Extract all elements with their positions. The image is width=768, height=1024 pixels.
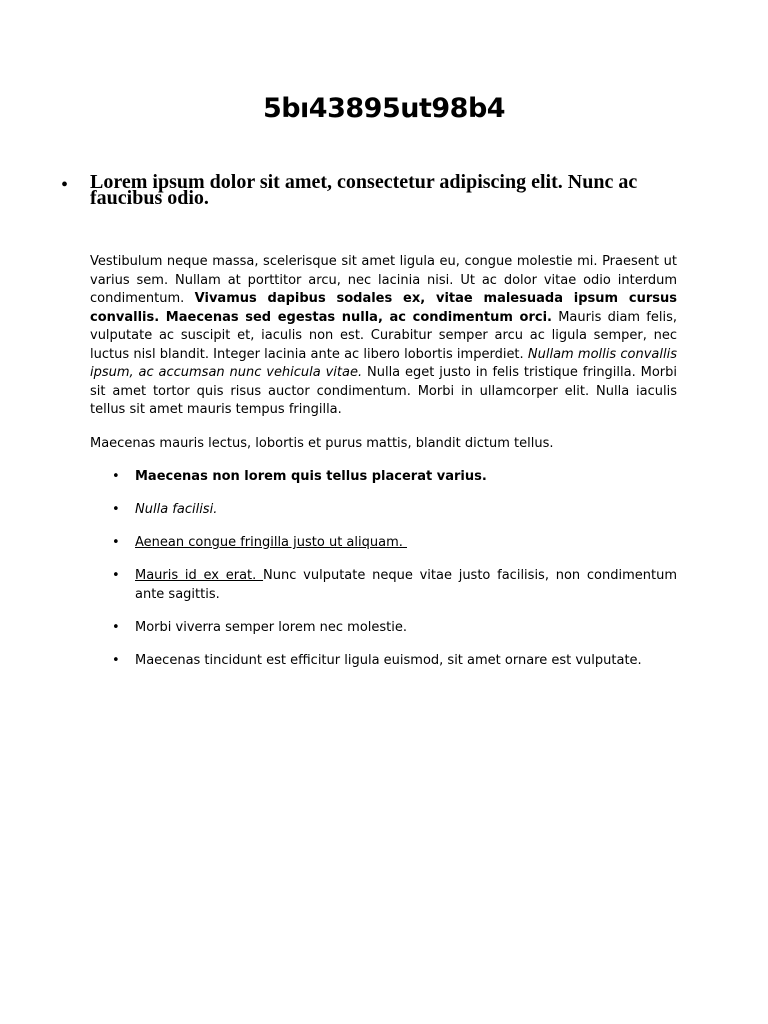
body-paragraph-1 <box>90 253 677 420</box>
list-item-4-underlined-text: Mauris id ex erat. <box>135 568 264 583</box>
list-item-4-text: Nunc vulputate neque vitae justo facilisis, non condimentum ante sagittis. <box>135 568 678 602</box>
list-item <box>90 534 677 553</box>
list-item <box>90 619 677 638</box>
list-item <box>90 652 677 671</box>
list-item <box>90 501 677 520</box>
list-item-1-text: Maecenas non lorem quis tellus placerat varius. <box>135 469 487 484</box>
list-bullet: • <box>112 502 120 517</box>
list-item-6-text: Maecenas tincidunt est efficitur ligula euismod, sit amet ornare est vulputate. <box>135 652 642 668</box>
paragraph-1-italic-text: Nullam mollis convallis ipsum, ac accumsan nunc vehicula vitae. <box>90 346 677 380</box>
paragraph-1-bold-text: Vivamus dapibus sodales ex, vitae malesuada ipsum cursus convallis. Maecenas sed egestas nulla, ac condimentum orci. <box>90 291 677 325</box>
list-bullet: • <box>112 535 120 550</box>
paragraph-1-text-b: Mauris diam felis, vulputate ac suscipit et, iaculis non est. Curabitur semper arcu ac ligula semper, nec luctus nisl blandit. Integer lacinia ante ac libero lobortis imperdiet. <box>90 309 678 362</box>
paragraph-1-text-a: Vestibulum neque massa, scelerisque sit amet ligula eu, congue molestie mi. Praesent ut varius sem. Nullam at porttitor arcu, nec lacinia nisi. Ut ac dolor vitae odio interdum condimentum. <box>90 254 677 306</box>
paragraph-1-text-c: Nulla eget justo in felis tristique fringilla. Morbi sit amet tortor quis risus auctor condimentum. Morbi in ullamcorper elit. Nulla iaculis tellus sit amet mauris tempus fringilla. <box>90 365 677 417</box>
list-item-5-text: Morbi viverra semper lorem nec molestie. <box>135 619 408 635</box>
list-bullet: • <box>112 652 120 668</box>
list-item-3-text: Aenean congue fringilla justo ut aliquam. <box>135 535 408 550</box>
list-item <box>90 567 677 604</box>
list-bullet: • <box>112 469 120 484</box>
list-bullet: • <box>112 619 120 635</box>
bullet-list <box>90 468 677 685</box>
document-title: 5bı43895ut98b4 <box>262 93 506 124</box>
body-paragraph-2: Maecenas mauris lectus, lobortis et purus mattis, blandit dictum tellus. <box>90 436 554 451</box>
list-item <box>90 468 677 487</box>
heading-bullet: • <box>61 174 69 196</box>
heading-text: Lorem ipsum dolor sit amet, consectetur adipiscing elit. Nunc ac faucibus odio. <box>90 171 638 209</box>
list-item-2-text: Nulla facilisi. <box>135 502 218 517</box>
list-bullet: • <box>112 568 120 583</box>
